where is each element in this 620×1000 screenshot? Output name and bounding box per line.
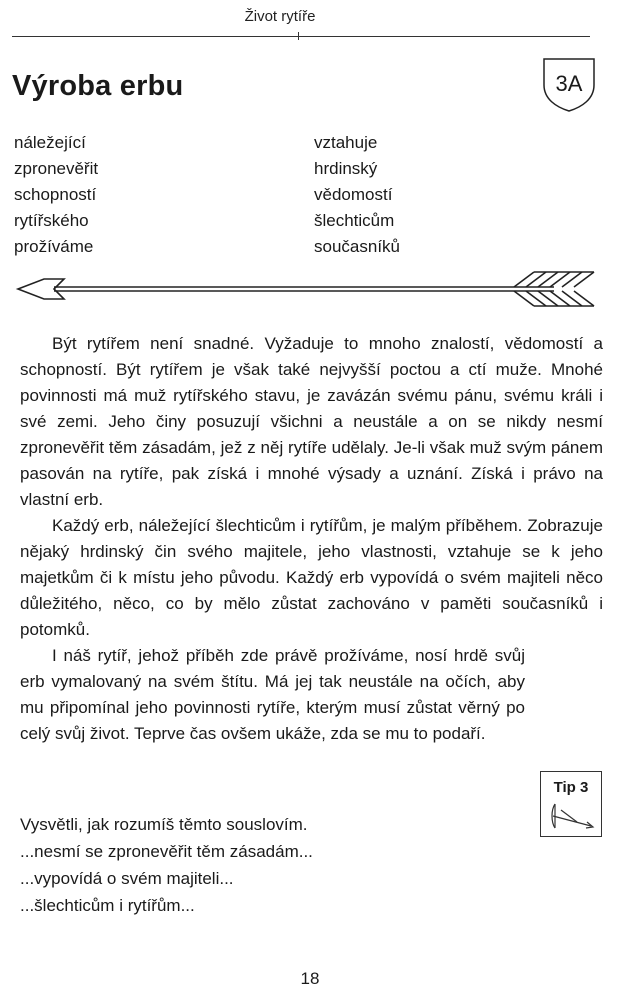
word-item: schopností	[14, 185, 97, 204]
chapter-badge-label: 3A	[555, 71, 583, 96]
body-text	[20, 331, 603, 747]
word-item: šlechticům	[314, 211, 395, 230]
task-item: ...vypovídá o svém majiteli...	[20, 869, 234, 888]
paragraph: Každý erb, náležející šlechticům i rytířům, je malým příběhem. Zobrazuje nějaký hrdinský čin svého majitele, jeho vlastnosti, vztahuje se k jeho majetkům či k místu jeho původu. Každý erb vypovídá o svém majiteli něco důležitého, něco, co by mělo zůstat zachováno v paměti současníků i potomků.	[20, 516, 603, 639]
word-item: vztahuje	[314, 133, 378, 152]
paragraph: I náš rytíř, jehož příběh zde právě prožíváme, nosí hrdě svůj erb vymalovaný na svém štítu. Má jej tak neustále na očích, aby mu připomínal jeho povinnosti rytíře, kterým musí zůstat věrný po celý svůj život. Teprve čas ovšem ukáže, zda se mu to podaří.	[20, 646, 525, 743]
arrow-divider-icon	[14, 268, 604, 310]
word-list-left	[14, 130, 98, 260]
header-rule	[12, 36, 590, 37]
chapter-badge	[538, 55, 600, 113]
word-item: současníků	[314, 237, 400, 256]
word-item: hrdinský	[314, 159, 378, 178]
word-item: náležející	[14, 133, 86, 152]
word-item: zpronevěřit	[14, 159, 99, 178]
word-item: rytířského	[14, 211, 89, 230]
page-number: 18	[300, 969, 320, 988]
word-item: prožíváme	[14, 237, 94, 256]
tip-box[interactable]	[540, 771, 602, 837]
word-list-right	[314, 130, 400, 260]
crossbow-icon	[547, 800, 595, 832]
page-title: Výroba erbu	[12, 70, 184, 102]
running-header: Život rytíře	[244, 8, 316, 25]
task	[20, 811, 313, 919]
task-item: ...nesmí se zpronevěřit těm zásadám...	[20, 842, 313, 861]
tip-label: Tip 3	[553, 779, 589, 796]
paragraph: Být rytířem není snadné. Vyžaduje to mnoho znalostí, vědomostí a schopností. Být rytířem je však také nejvyšší poctou a ctí muže. Mnohé povinnosti má muž rytířského stavu, je zavázán svému pánu, svému králi i své zemi. Jeho činy posuzují všichni a neustále a on se nikdy nesmí zpronevěřit těm zásadám, jež z něj rytíře udělaly. Je-li však muž svým pánem pasován na rytíře, pak získá i mnohé výsady a uznání. Získá i právo na vlastní erb.	[20, 334, 603, 509]
word-item: vědomostí	[314, 185, 393, 204]
task-item: ...šlechticům i rytířům...	[20, 896, 195, 915]
header-rule-notch	[298, 32, 299, 40]
task-prompt: Vysvětli, jak rozumíš těmto souslovím.	[20, 815, 308, 834]
